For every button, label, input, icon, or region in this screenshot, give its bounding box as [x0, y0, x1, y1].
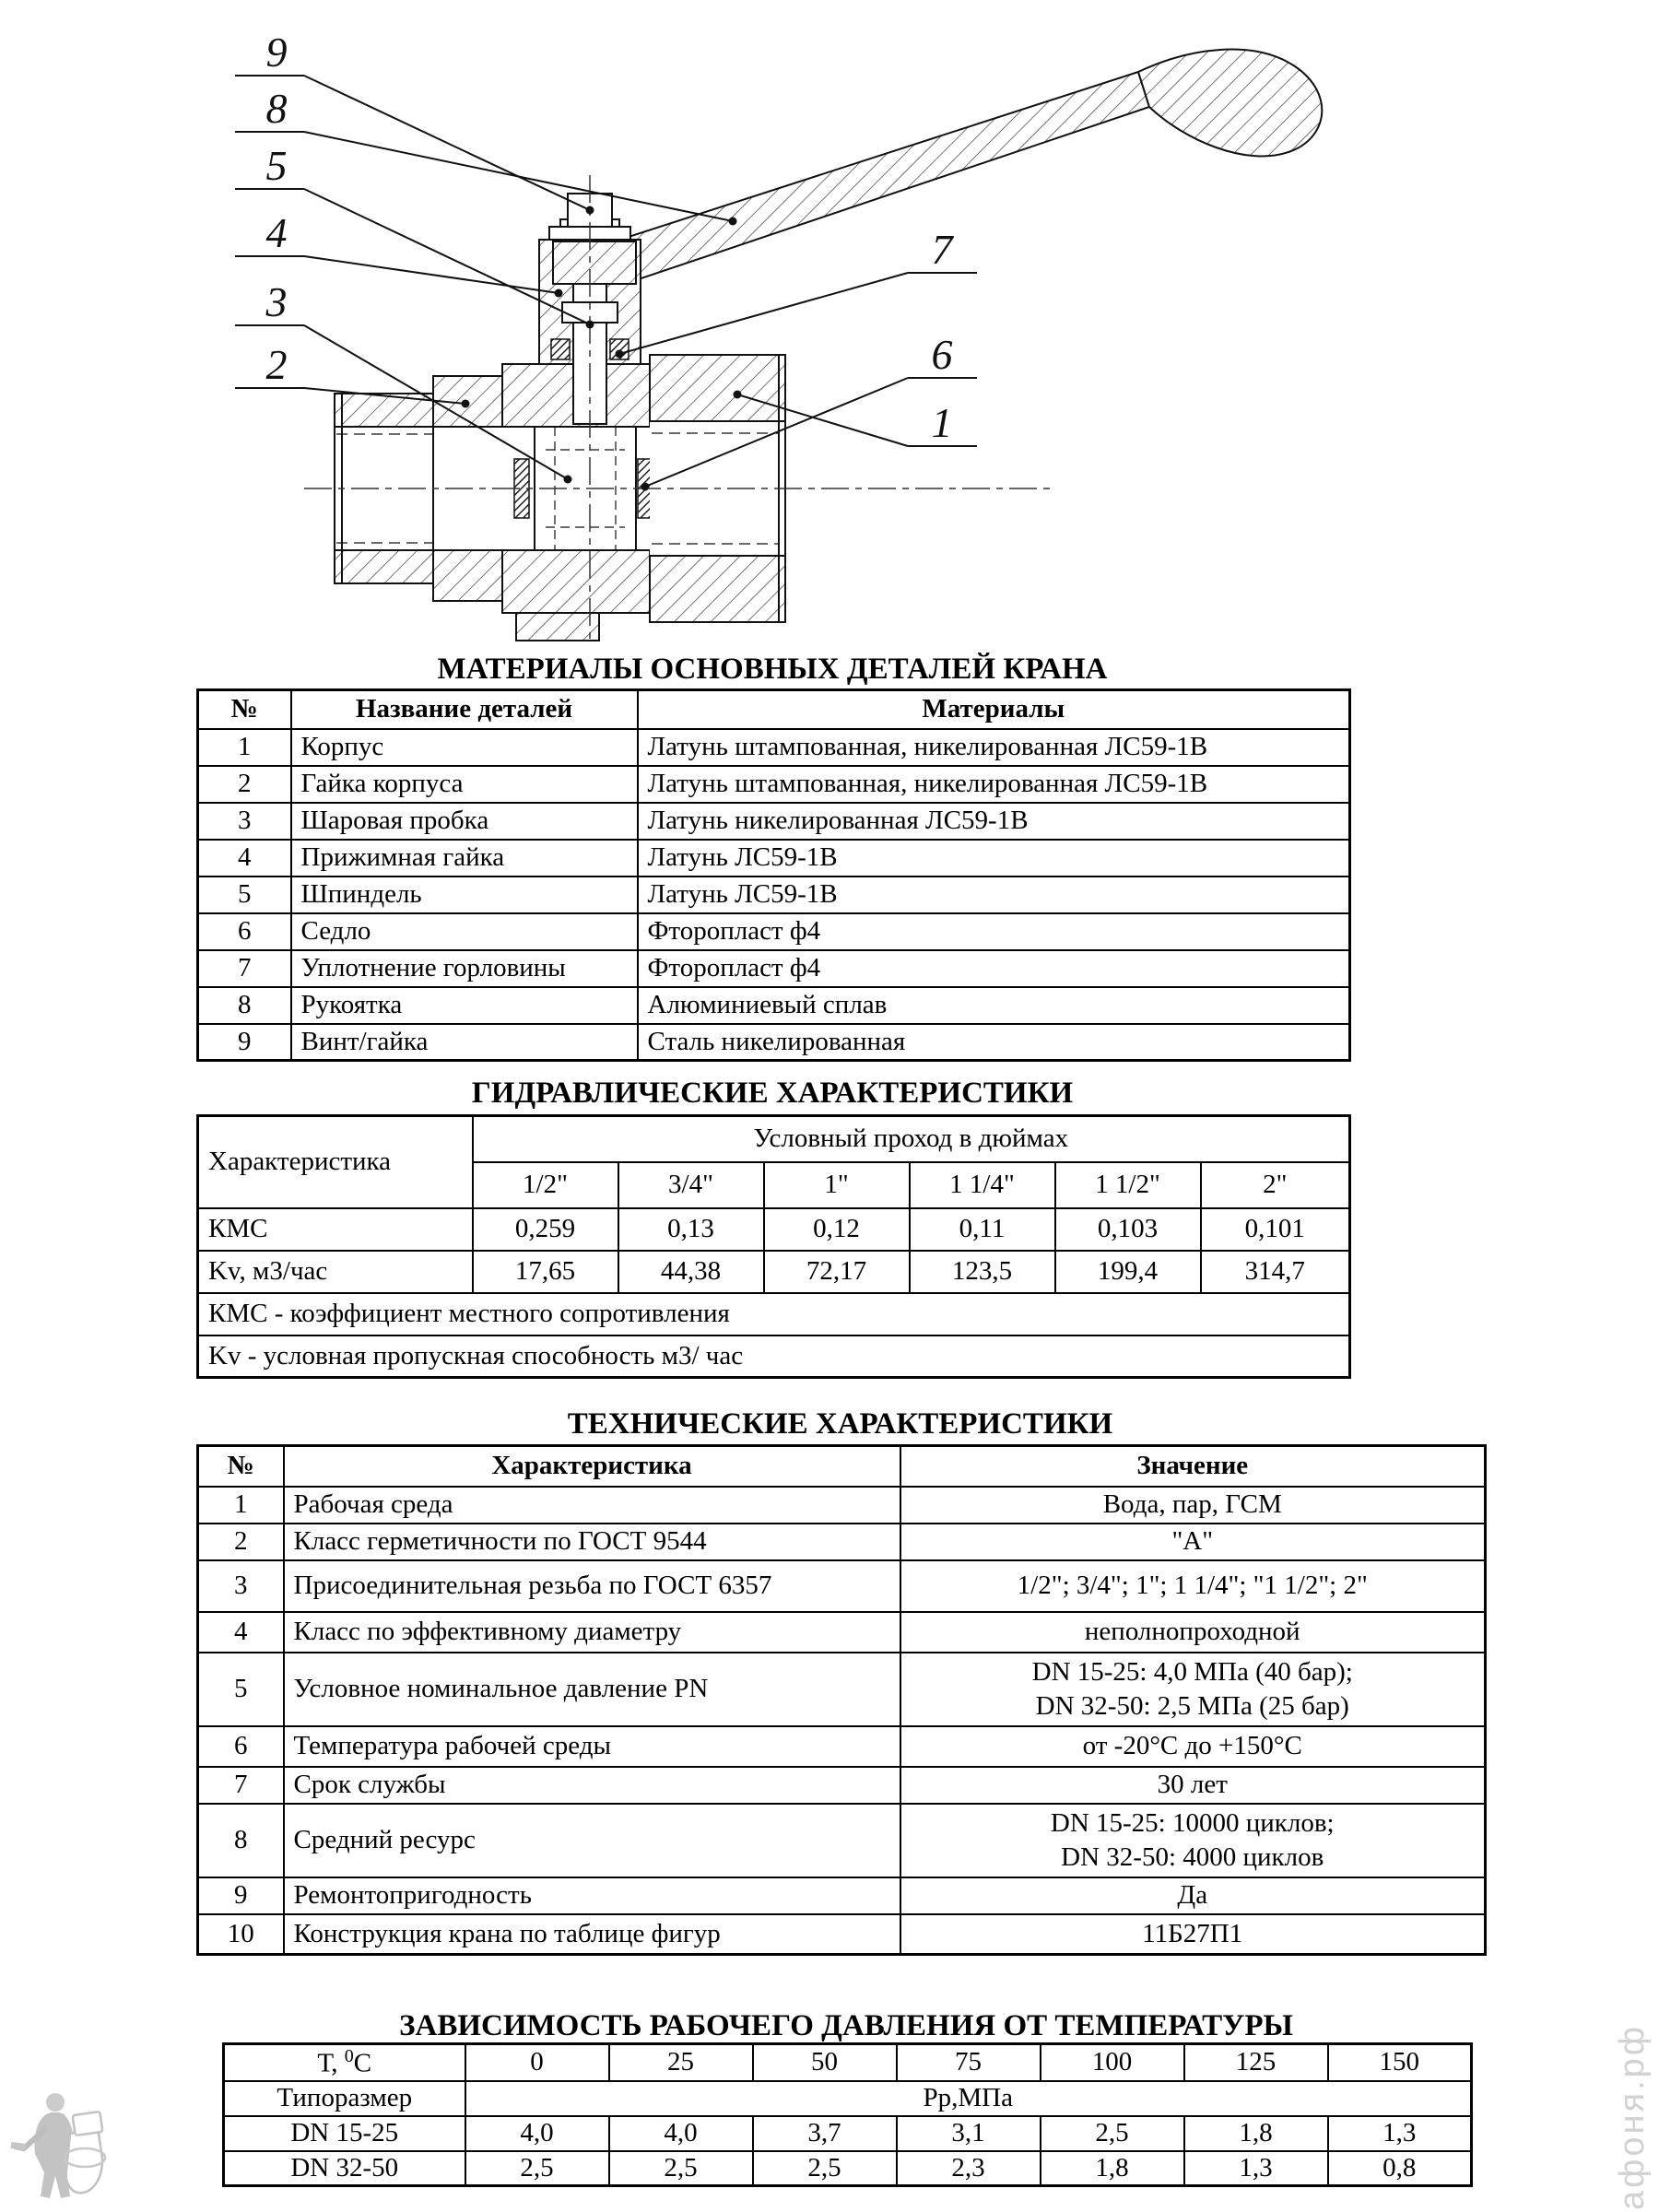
temp-cell: 75 — [897, 2044, 1041, 2081]
technical-table — [196, 1444, 1487, 1956]
table-row — [198, 729, 1350, 766]
value-cell: 2,3 — [897, 2151, 1041, 2186]
size-cell: 1" — [764, 1162, 910, 1208]
cell-num: 1 — [198, 729, 291, 766]
cell-num: 3 — [198, 803, 291, 840]
svg-text:8: 8 — [265, 85, 288, 132]
table-row — [198, 1726, 1486, 1767]
svg-text:9: 9 — [265, 29, 288, 76]
svg-text:7: 7 — [931, 226, 953, 273]
row-label: Kv, м3/час — [198, 1251, 473, 1293]
svg-text:6: 6 — [931, 331, 953, 378]
value-cell: 0,103 — [1055, 1208, 1201, 1251]
handle-hub — [553, 241, 636, 284]
table-row — [198, 1653, 1486, 1726]
handle-lever — [597, 50, 1322, 284]
cell-name: Шаровая пробка — [291, 803, 638, 840]
table-row — [198, 1487, 1486, 1524]
cell-material: Сталь никелированная — [638, 1024, 1350, 1061]
materials-table-title: МАТЕРИАЛЫ ОСНОВНЫХ ДЕТАЛЕЙ КРАНА — [437, 653, 1108, 686]
cell-num: 9 — [198, 1877, 284, 1914]
cell-value: DN 15-25: 10000 циклов; DN 32-50: 4000 циклов — [900, 1804, 1486, 1877]
cell-value: неполнопроходной — [900, 1612, 1486, 1653]
temp-cell: 0 — [465, 2044, 609, 2081]
cell-material: Латунь никелированная ЛС59-1В — [638, 803, 1350, 840]
value-cell: 4,0 — [465, 2116, 609, 2151]
superscript: 0 — [344, 2045, 354, 2066]
cell-name: Рабочая среда — [284, 1487, 900, 1524]
pressure-unit-cell: Рр,МПа — [465, 2081, 1472, 2116]
hydraulic-table — [196, 1114, 1351, 1379]
value-cell: 17,65 — [473, 1251, 618, 1293]
cell-name: Условное номинальное давление PN — [284, 1653, 900, 1726]
table-row — [224, 2081, 1472, 2116]
value-cell: 3,1 — [897, 2116, 1041, 2151]
footnote-row — [198, 1293, 1350, 1335]
cell-name: Присоединительная резьба по ГОСТ 6357 — [284, 1560, 900, 1612]
table-row — [198, 1251, 1350, 1293]
watermark-plumber-logo — [9, 2088, 147, 2212]
value-cell: 0,8 — [1328, 2151, 1472, 2186]
table-row — [224, 2151, 1472, 2186]
cell-num: 2 — [198, 766, 291, 803]
size-cell: 1 1/4" — [910, 1162, 1055, 1208]
table-row — [198, 1914, 1486, 1955]
pressure-table-title: ЗАВИСИМОСТЬ РАБОЧЕГО ДАВЛЕНИЯ ОТ ТЕМПЕРАТУРЫ — [399, 2009, 1293, 2042]
cell-num: 9 — [198, 1024, 291, 1061]
table-row — [198, 913, 1350, 950]
temp-cell: 100 — [1041, 2044, 1184, 2081]
cell-num: 6 — [198, 1726, 284, 1767]
hydraulic-table-title: ГИДРАВЛИЧЕСКИЕ ХАРАКТЕРИСТИКИ — [471, 1077, 1074, 1110]
table-row — [198, 1877, 1486, 1914]
table-row — [198, 987, 1350, 1024]
cell-value: 1/2"; 3/4"; 1"; 1 1/4"; "1 1/2"; 2" — [900, 1560, 1486, 1612]
callout-9 — [235, 29, 594, 215]
size-cell: 1/2" — [473, 1162, 618, 1208]
value-cell: 314,7 — [1201, 1251, 1350, 1293]
value-cell: 199,4 — [1055, 1251, 1201, 1293]
cell-num: 5 — [198, 877, 291, 913]
value-cell: 1,3 — [1328, 2116, 1472, 2151]
value-cell: 123,5 — [910, 1251, 1055, 1293]
size-cell: 1 1/2" — [1055, 1162, 1201, 1208]
svg-text:5: 5 — [265, 142, 288, 189]
cell-name: Класс по эффективному диаметру — [284, 1612, 900, 1653]
value-cell: 1,8 — [1041, 2151, 1184, 2186]
table-row — [198, 1767, 1486, 1804]
pressure-temperature-table — [222, 2042, 1473, 2187]
cell-num: 8 — [198, 987, 291, 1024]
table-row — [198, 1524, 1486, 1560]
value-cell: 0,101 — [1201, 1208, 1350, 1251]
value-cell: 4,0 — [609, 2116, 753, 2151]
cell-name: Рукоятка — [291, 987, 638, 1024]
header-cell: № — [198, 1446, 284, 1487]
cell-name: Шпиндель — [291, 877, 638, 913]
cell-material: Латунь ЛС59-1В — [638, 840, 1350, 877]
size-label-cell: Типоразмер — [224, 2081, 465, 2116]
cell-material: Латунь ЛС59-1В — [638, 877, 1350, 913]
table-header-row — [198, 1116, 1350, 1162]
cell-material: Алюминиевый сплав — [638, 987, 1350, 1024]
cell-name: Винт/гайка — [291, 1024, 638, 1061]
cell-material: Фторопласт ф4 — [638, 950, 1350, 987]
header-cell: Характеристика — [198, 1116, 473, 1208]
value-cell: 1,8 — [1184, 2116, 1328, 2151]
svg-text:1: 1 — [931, 399, 953, 446]
cell-name: Срок службы — [284, 1767, 900, 1804]
cell-value: 11Б27П1 — [900, 1914, 1486, 1955]
table-row — [198, 1208, 1350, 1251]
valve-cross-section-drawing — [0, 0, 1659, 650]
cell-name: Уплотнение горловины — [291, 950, 638, 987]
header-cell: Значение — [900, 1446, 1486, 1487]
temp-cell: 25 — [609, 2044, 753, 2081]
cell-material: Латунь штампованная, никелированная ЛС59-1В — [638, 766, 1350, 803]
value-cell: 0,13 — [618, 1208, 764, 1251]
cell-name: Прижимная гайка — [291, 840, 638, 877]
cell-value: DN 15-25: 4,0 МПа (40 бар); DN 32-50: 2,5 МПа (25 бар) — [900, 1653, 1486, 1726]
callout-8 — [235, 85, 737, 226]
header-cell: Материалы — [638, 690, 1350, 729]
cell-num: 4 — [198, 1612, 284, 1653]
materials-table — [196, 688, 1351, 1062]
table-row — [198, 1804, 1486, 1877]
value-cell: 2,5 — [753, 2151, 897, 2186]
technical-table-title: ТЕХНИЧЕСКИЕ ХАРАКТЕРИСТИКИ — [567, 1407, 1113, 1441]
table-row — [198, 840, 1350, 877]
temp-cell: 150 — [1328, 2044, 1472, 2081]
cell-name: Гайка корпуса — [291, 766, 638, 803]
footnote-cell: КМС - коэффициент местного сопротивления — [198, 1293, 1350, 1335]
size-cell: 3/4" — [618, 1162, 764, 1208]
value-cell: 2,5 — [609, 2151, 753, 2186]
row-label: DN 15-25 — [224, 2116, 465, 2151]
cell-name: Температура рабочей среды — [284, 1726, 900, 1767]
table-row — [198, 877, 1350, 913]
cell-name: Конструкция крана по таблице фигур — [284, 1914, 900, 1955]
watermark-site-text: афоня.рф — [1613, 2023, 1652, 2210]
cell-num: 5 — [198, 1653, 284, 1726]
header-cell: Название деталей — [291, 690, 638, 729]
cell-name: Средний ресурс — [284, 1804, 900, 1877]
value-cell: 0,259 — [473, 1208, 618, 1251]
svg-text:3: 3 — [265, 278, 288, 325]
header-cell: Характеристика — [284, 1446, 900, 1487]
footnote-row — [198, 1335, 1350, 1378]
cell-name: Ремонтопригодность — [284, 1877, 900, 1914]
value-cell: 1,3 — [1184, 2151, 1328, 2186]
cell-material: Латунь штампованная, никелированная ЛС59-1В — [638, 729, 1350, 766]
cell-value: от -20°С до +150°С — [900, 1726, 1486, 1767]
temp-label-cell: Т, $^0$С — [224, 2044, 465, 2081]
cell-num: 2 — [198, 1524, 284, 1560]
cell-num: 10 — [198, 1914, 284, 1955]
value-cell: 3,7 — [753, 2116, 897, 2151]
header-cell: Условный проход в дюймах — [473, 1116, 1350, 1162]
cell-name: Класс герметичности по ГОСТ 9544 — [284, 1524, 900, 1560]
cell-num: 1 — [198, 1487, 284, 1524]
row-label: DN 32-50 — [224, 2151, 465, 2186]
table-row — [198, 950, 1350, 987]
cell-material: Фторопласт ф4 — [638, 913, 1350, 950]
cell-value: Да — [900, 1877, 1486, 1914]
table-row — [198, 1024, 1350, 1061]
cell-num: 4 — [198, 840, 291, 877]
cell-num: 8 — [198, 1804, 284, 1877]
value-cell: 0,12 — [764, 1208, 910, 1251]
table-row — [198, 1560, 1486, 1612]
cell-num: 7 — [198, 1767, 284, 1804]
table-header-row — [198, 1446, 1486, 1487]
cell-name: Корпус — [291, 729, 638, 766]
row-label: КМС — [198, 1208, 473, 1251]
value-cell: 0,11 — [910, 1208, 1055, 1251]
footnote-cell: Kv - условная пропускная способность м3/ час — [198, 1335, 1350, 1378]
table-row — [198, 766, 1350, 803]
table-row — [198, 1612, 1486, 1653]
cell-value: "А" — [900, 1524, 1486, 1560]
size-cell: 2" — [1201, 1162, 1350, 1208]
cell-num: 3 — [198, 1560, 284, 1612]
header-cell: № — [198, 690, 291, 729]
table-row — [198, 803, 1350, 840]
cell-name: Седло — [291, 913, 638, 950]
cell-num: 6 — [198, 913, 291, 950]
temp-cell: 125 — [1184, 2044, 1328, 2081]
value-cell: 44,38 — [618, 1251, 764, 1293]
table-header-row — [224, 2044, 1472, 2081]
svg-text:4: 4 — [265, 209, 288, 256]
cell-value: Вода, пар, ГСМ — [900, 1487, 1486, 1524]
value-cell: 72,17 — [764, 1251, 910, 1293]
callout-5 — [235, 142, 594, 329]
svg-text:2: 2 — [265, 341, 288, 388]
value-cell: 2,5 — [1041, 2116, 1184, 2151]
table-header-row — [198, 690, 1350, 729]
value-cell: 2,5 — [465, 2151, 609, 2186]
cell-value: 30 лет — [900, 1767, 1486, 1804]
table-row — [224, 2116, 1472, 2151]
cell-num: 7 — [198, 950, 291, 987]
temp-cell: 50 — [753, 2044, 897, 2081]
